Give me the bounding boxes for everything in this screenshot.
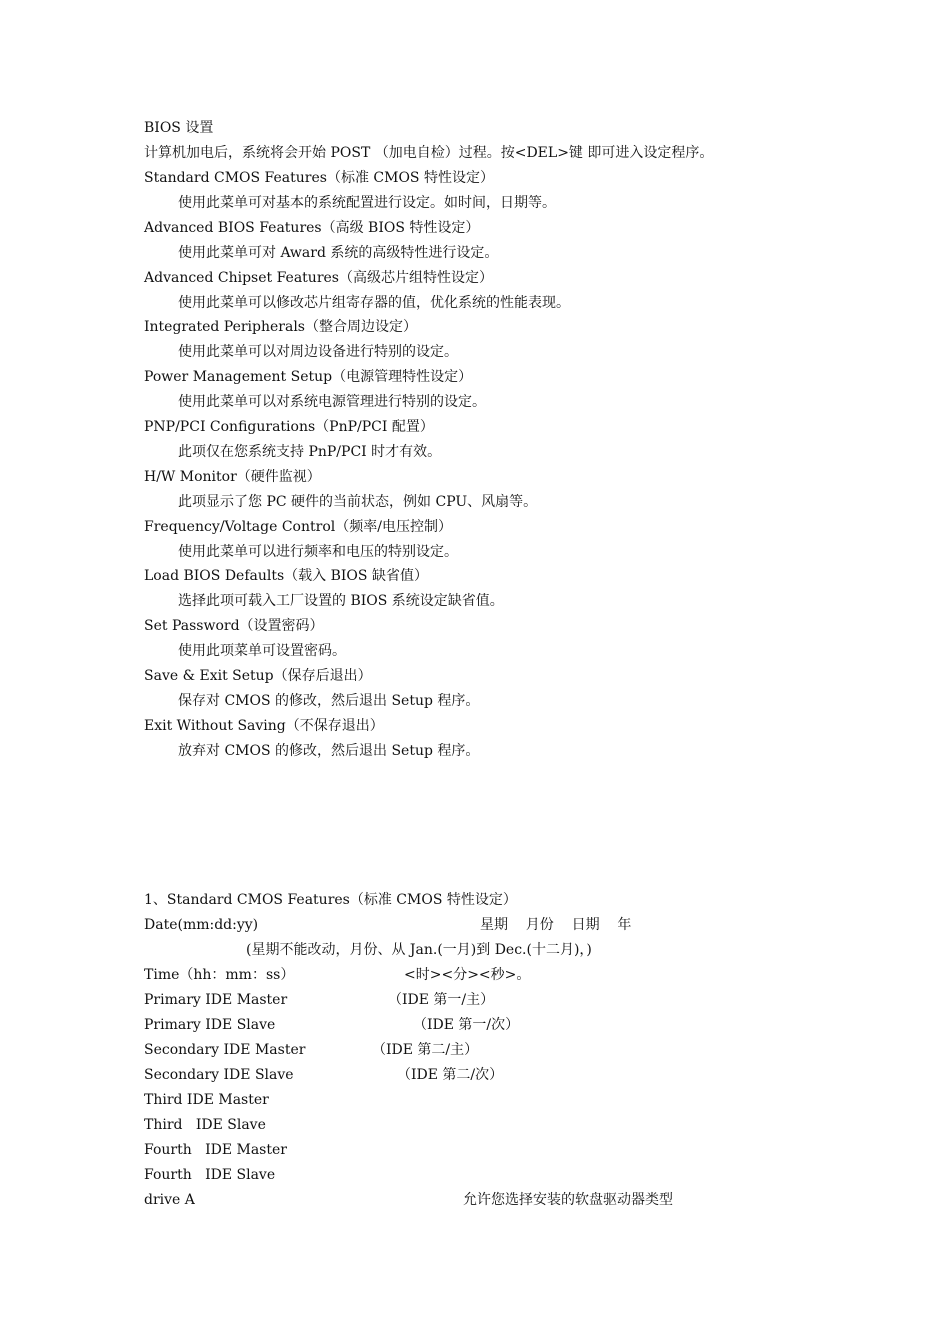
row-label-secondary-ide-master: Secondary IDE Master	[144, 1042, 306, 1058]
menu-heading-advanced-chipset: Advanced Chipset Features（高级芯片组特性设定）	[144, 270, 493, 286]
menu-heading-advanced-bios: Advanced BIOS Features（高级 BIOS 特性设定）	[144, 220, 480, 236]
menu-heading-pnp-pci: PNP/PCI Configurations（PnP/PCI 配置）	[144, 419, 434, 435]
menu-desc-advanced-chipset: 使用此菜单可以修改芯片组寄存器的值，优化系统的性能表现。	[178, 295, 570, 311]
menu-heading-save-exit: Save & Exit Setup（保存后退出）	[144, 668, 372, 684]
row-label-third-ide-master: Third IDE Master	[144, 1092, 269, 1108]
menu-heading-hw-monitor: H/W Monitor（硬件监视）	[144, 469, 321, 485]
menu-desc-set-password: 使用此项菜单可设置密码。	[178, 643, 346, 659]
section-title: BIOS 设置	[144, 120, 214, 136]
row-label-third-ide-slave: Third IDE Slave	[144, 1117, 266, 1133]
menu-desc-integrated-peripherals: 使用此菜单可以对周边设备进行特别的设定。	[178, 344, 458, 360]
menu-desc-hw-monitor: 此项显示了您 PC 硬件的当前状态，例如 CPU、风扇等。	[178, 494, 538, 510]
menu-heading-power-management: Power Management Setup（电源管理特性设定）	[144, 369, 473, 385]
menu-heading-exit-without-saving: Exit Without Saving（不保存退出）	[144, 718, 384, 734]
intro-text: 计算机加电后，系统将会开始 POST （加电自检）过程。按<DEL>键 即可进入设定程序。	[144, 145, 714, 161]
row-label-fourth-ide-slave: Fourth IDE Slave	[144, 1167, 276, 1183]
row-value-secondary-ide-master: （IDE 第二/主）	[372, 1042, 479, 1058]
row-label-drive-a: drive A	[144, 1192, 195, 1208]
row-value-secondary-ide-slave: （IDE 第二/次）	[397, 1067, 504, 1083]
date-label: Date(mm:dd:yy)	[144, 917, 259, 933]
row-value-primary-ide-master: （IDE 第一/主）	[388, 992, 495, 1008]
menu-heading-set-password: Set Password（设置密码）	[144, 618, 324, 634]
menu-heading-standard-cmos: Standard CMOS Features（标准 CMOS 特性设定）	[144, 170, 494, 186]
section2-title: 1、Standard CMOS Features（标准 CMOS 特性设定）	[144, 892, 517, 908]
menu-desc-load-defaults: 选择此项可载入工厂设置的 BIOS 系统设定缺省值。	[178, 593, 504, 609]
menu-desc-exit-without-saving: 放弃对 CMOS 的修改，然后退出 Setup 程序。	[178, 743, 480, 759]
time-label: Time（hh：mm：ss）	[144, 967, 295, 983]
date-note: (星期不能改动，月份、从 Jan.(一月)到 Dec.(十二月)，)	[246, 942, 592, 958]
time-fields: <时><分><秒>。	[404, 967, 531, 983]
menu-desc-pnp-pci: 此项仅在您系统支持 PnP/PCI 时才有效。	[178, 444, 442, 460]
menu-heading-integrated-peripherals: Integrated Peripherals（整合周边设定）	[144, 319, 417, 335]
row-label-primary-ide-master: Primary IDE Master	[144, 992, 288, 1008]
row-value-primary-ide-slave: （IDE 第一/次）	[413, 1017, 520, 1033]
row-label-secondary-ide-slave: Secondary IDE Slave	[144, 1067, 294, 1083]
row-label-primary-ide-slave: Primary IDE Slave	[144, 1017, 276, 1033]
menu-heading-load-defaults: Load BIOS Defaults（载入 BIOS 缺省值）	[144, 568, 428, 584]
menu-desc-standard-cmos: 使用此菜单可对基本的系统配置进行设定。如时间，日期等。	[178, 195, 556, 211]
row-label-fourth-ide-master: Fourth IDE Master	[144, 1142, 287, 1158]
menu-desc-frequency-voltage: 使用此菜单可以进行频率和电压的特别设定。	[178, 544, 458, 560]
menu-desc-power-management: 使用此菜单可以对系统电源管理进行特别的设定。	[178, 394, 486, 410]
menu-heading-frequency-voltage: Frequency/Voltage Control（频率/电压控制）	[144, 519, 452, 535]
menu-desc-save-exit: 保存对 CMOS 的修改，然后退出 Setup 程序。	[178, 693, 480, 709]
date-fields: 星期 月份 日期 年	[480, 917, 632, 933]
menu-desc-advanced-bios: 使用此菜单可对 Award 系统的高级特性进行设定。	[178, 245, 499, 261]
row-value-drive-a: 允许您选择安装的软盘驱动器类型	[463, 1192, 673, 1208]
